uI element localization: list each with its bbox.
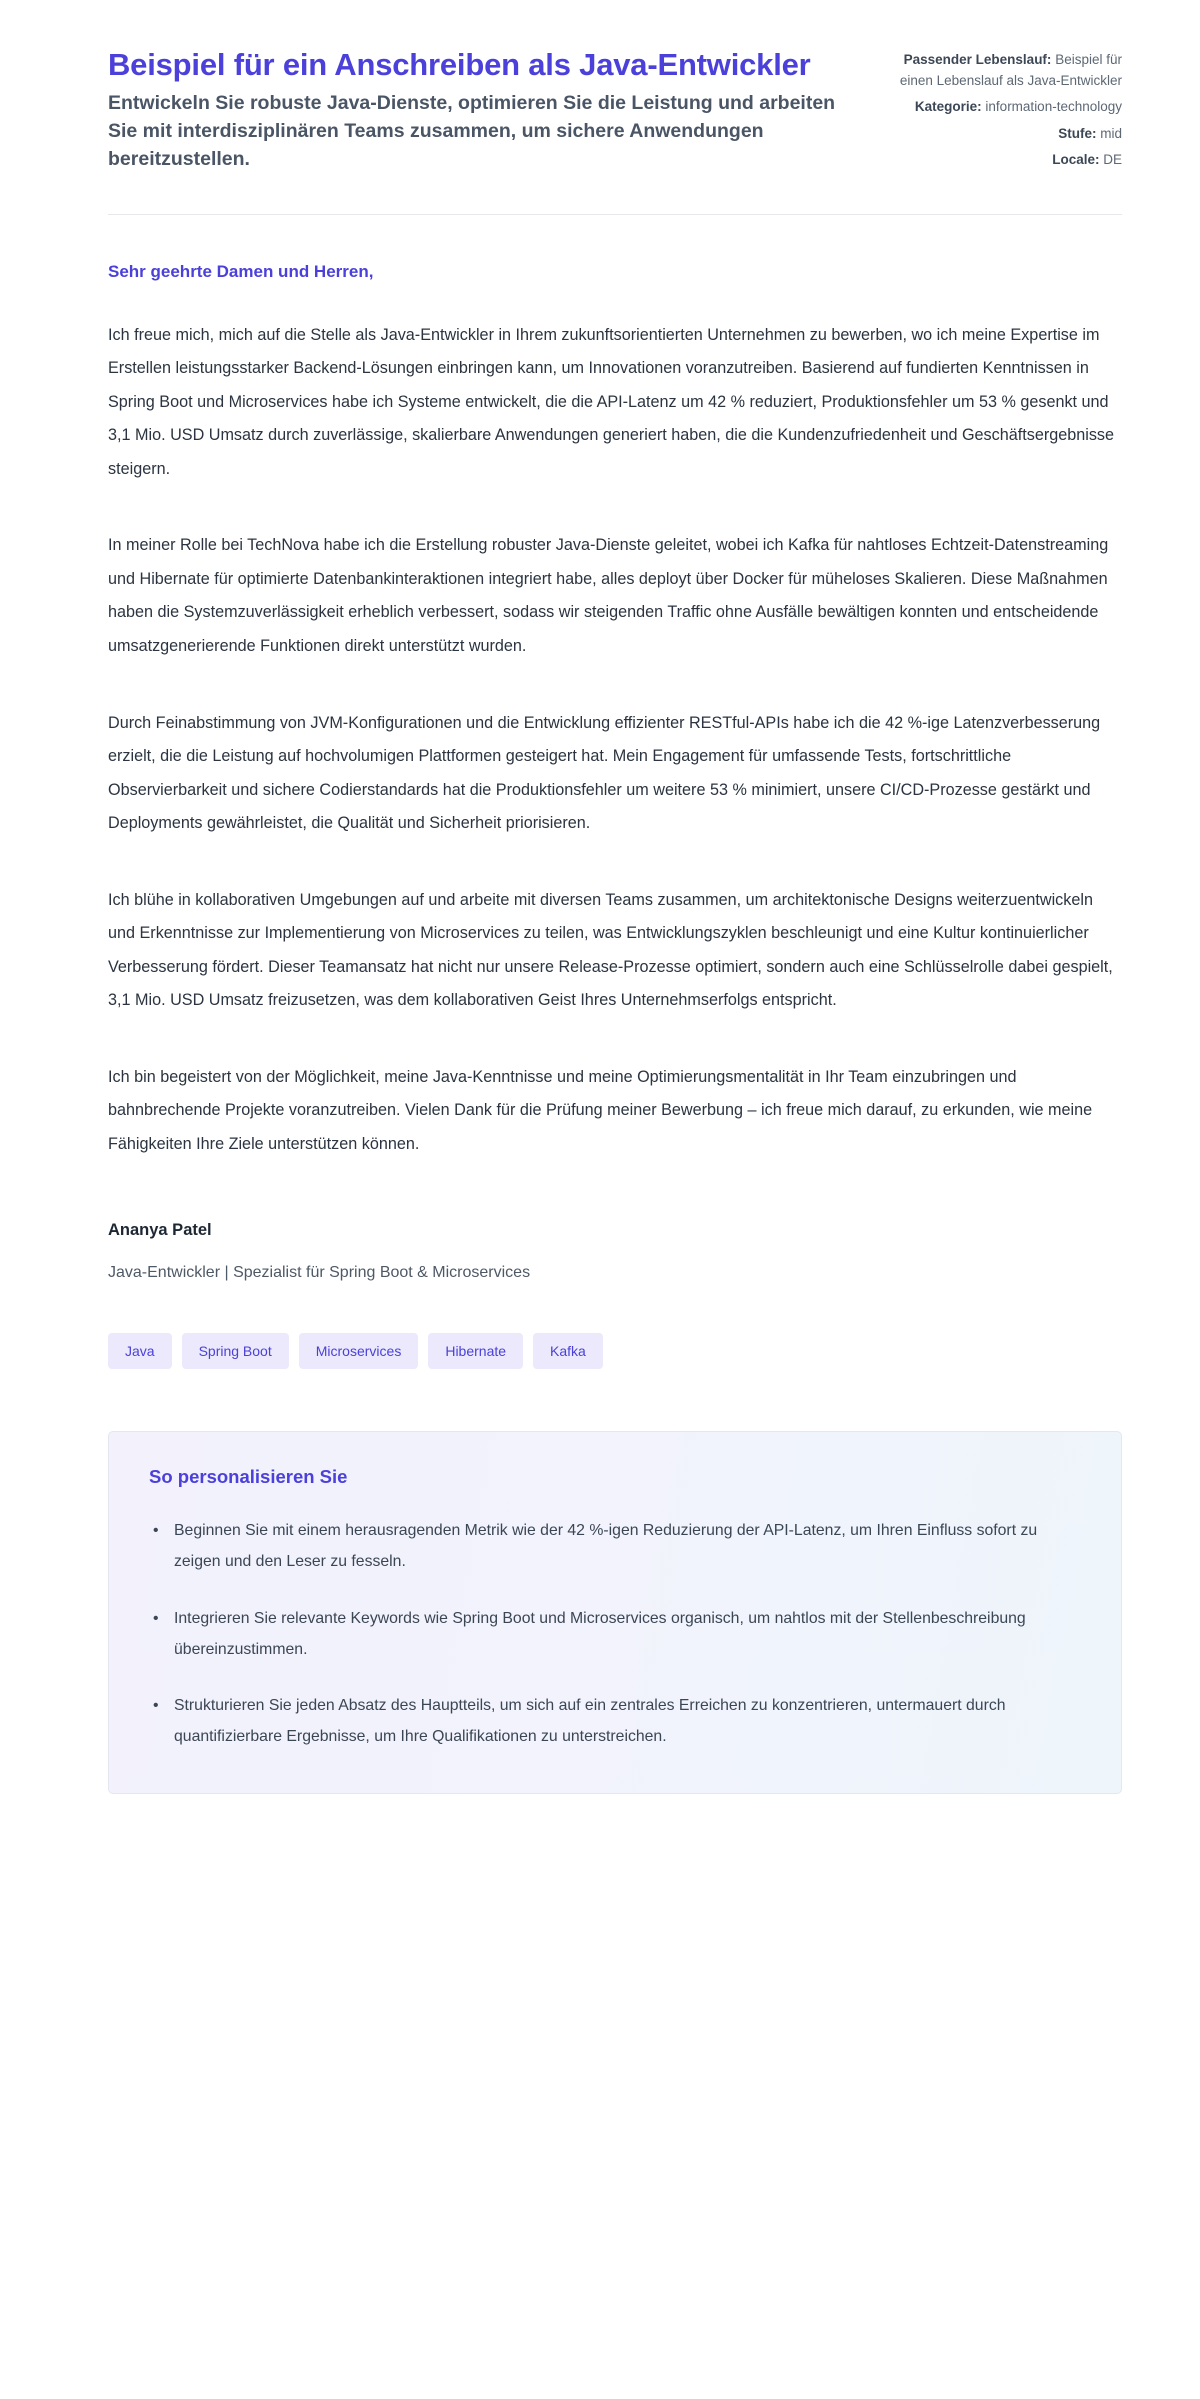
letter-paragraph-5: Ich bin begeistert von der Möglichkeit, meine Java-Kenntnisse und meine Optimierungsmentalität in Ihr Team einzubringen und bahnbrechende Projekte voranzutreiben. Vielen Dank für die Prüfung meiner Bewerbung – ich freue mich darauf, zu erkunden, wie meine Fähigkeiten Ihre Ziele unterstützen können.: [108, 1067, 1093, 1153]
tips-item-text: Integrieren Sie relevante Keywords wie Spring Boot und Microservices organisch, um nahtlos mit der Stellenbeschreibung übereinzustimmen.: [174, 1609, 1026, 1658]
bullet-icon: •: [153, 1697, 159, 1715]
meta-row-level: [892, 124, 1122, 145]
meta-value-locale: DE: [1103, 152, 1122, 168]
letter-paragraph-1: Ich freue mich, mich auf die Stelle als Java-Entwickler in Ihrem zukunftsorientierten Unternehmen zu bewerben, wo ich meine Expertise im Erstellen leistungsstarker Backend-Lösungen einbringen kann, um Innovationen voranzutreiben. Basierend auf fundierten Kenntnissen in Spring Boot und Microservices habe ich Systeme entwickelt, die die API-Latenz um 42 % reduziert, Produktionsfehler um 53 % gesenkt und 3,1 Mio. USD Umsatz durch zuverlässige, skalierbare Anwendungen generiert haben, die die Kundenzufriedenheit und Geschäftsergebnisse steigern.: [108, 325, 1115, 478]
meta-label-locale: Locale:: [1052, 152, 1100, 168]
skill-tag[interactable]: Kafka: [533, 1333, 603, 1369]
meta-row-category: [892, 97, 1122, 118]
page-title: Beispiel für ein Anschreiben als Java-Entwickler: [108, 47, 811, 82]
letter-paragraph-4: Ich blühe in kollaborativen Umgebungen auf und arbeite mit diversen Teams zusammen, um architektonische Designs weiterzuentwickeln und Erkenntnisse zur Implementierung von Microservices zu teilen, was Entwicklungszyklen beschleunigt und eine Kultur kontinuierlicher Verbesserung fördert. Dieser Teamansatz hat nicht nur unsere Release-Prozesse optimiert, sondern auch eine Schlüsselrolle dabei gespielt, 3,1 Mio. USD Umsatz freizusetzen, was dem kollaborativen Geist Ihres Unternehmserfolgs entspricht.: [108, 890, 1113, 1010]
tips-item-text: Beginnen Sie mit einem herausragenden Metrik wie der 42 %-igen Reduzierung der API-Latenz, um Ihren Einfluss sofort zu zeigen und den Leser zu fesseln.: [174, 1522, 1038, 1571]
skill-tag[interactable]: Java: [108, 1333, 172, 1369]
tips-list-item: [149, 1604, 1081, 1666]
tips-list-item: [149, 1691, 1081, 1753]
meta-row-locale: [892, 150, 1122, 171]
signature-role: Java-Entwickler | Spezialist für Spring Boot & Microservices: [108, 1263, 531, 1281]
skill-tag[interactable]: Spring Boot: [182, 1333, 289, 1369]
letter-body: [108, 215, 1122, 1285]
letter-paragraph-2: In meiner Rolle bei TechNova habe ich die Erstellung robuster Java-Dienste geleitet, wobei ich Kafka für nahtloses Echtzeit-Datenstreaming und Hibernate für optimierte Datenbankinteraktionen integriert habe, alles deployt über Docker für müheloses Skalieren. Diese Maßnahmen haben die Systemzuverlässigkeit erheblich verbessert, sodass wir steigenden Traffic ohne Ausfälle bewältigen konnten und entscheidende umsatzgenerierende Funktionen direkt unterstützt wurden.: [108, 536, 1109, 655]
letter-paragraph-3: Durch Feinabstimmung von JVM-Konfigurationen und die Entwicklung effizienter RESTful-APIs habe ich die 42 %-ige Latenzverbesserung erzielt, die die Leistung auf hochvolumigen Plattformen gesteigert hat. Mein Engagement für umfassende Tests, fortschrittliche Observierbarkeit und sichere Codierstandards hat die Produktionsfehler um weitere 53 % minimiert, unsere CI/CD-Prozesse gestärkt und Deployments gewährleistet, die Qualität und Sicherheit priorisieren.: [108, 713, 1101, 833]
page-header: [108, 44, 1122, 173]
tips-list-item: [149, 1516, 1081, 1578]
meta-value-matching-resume: Beispiel für einen Lebenslauf als Java-Entwickler: [899, 52, 1122, 88]
header-text-block: [108, 44, 853, 173]
meta-value-category: information-technology: [985, 99, 1122, 115]
document-metadata: [892, 44, 1122, 171]
skill-tag[interactable]: Hibernate: [428, 1333, 523, 1369]
tips-item-text: Strukturieren Sie jeden Absatz des Hauptteils, um sich auf ein zentrales Erreichen zu konzentrieren, untermauert durch quantifizierbare Ergebnisse, um Ihre Qualifikationen zu unterstreichen.: [174, 1697, 1006, 1746]
meta-value-level: mid: [1100, 125, 1122, 141]
meta-label-matching-resume: Passender Lebenslauf:: [903, 52, 1052, 67]
signature-name: Ananya Patel: [108, 1221, 212, 1240]
letter-greeting: Sehr geehrte Damen und Herren,: [108, 262, 374, 282]
meta-label-level: Stufe:: [1058, 125, 1097, 141]
skill-tag-list: [108, 1333, 1122, 1369]
meta-label-category: Kategorie:: [914, 99, 982, 115]
letter-signature: [108, 1217, 1122, 1285]
bullet-icon: •: [153, 1609, 159, 1627]
skill-tag[interactable]: Microservices: [299, 1333, 419, 1369]
tips-list: [149, 1516, 1081, 1753]
tips-title: So personalisieren Sie: [149, 1466, 348, 1488]
meta-row-matching-resume: [892, 50, 1122, 91]
page-subtitle: Entwickeln Sie robuste Java-Dienste, optimieren Sie die Leistung und arbeiten Sie mit interdisziplinären Teams zusammen, um sichere Anwendungen bereitzustellen.: [108, 92, 836, 170]
bullet-icon: •: [153, 1522, 159, 1540]
personalization-tips-panel: [108, 1431, 1122, 1794]
